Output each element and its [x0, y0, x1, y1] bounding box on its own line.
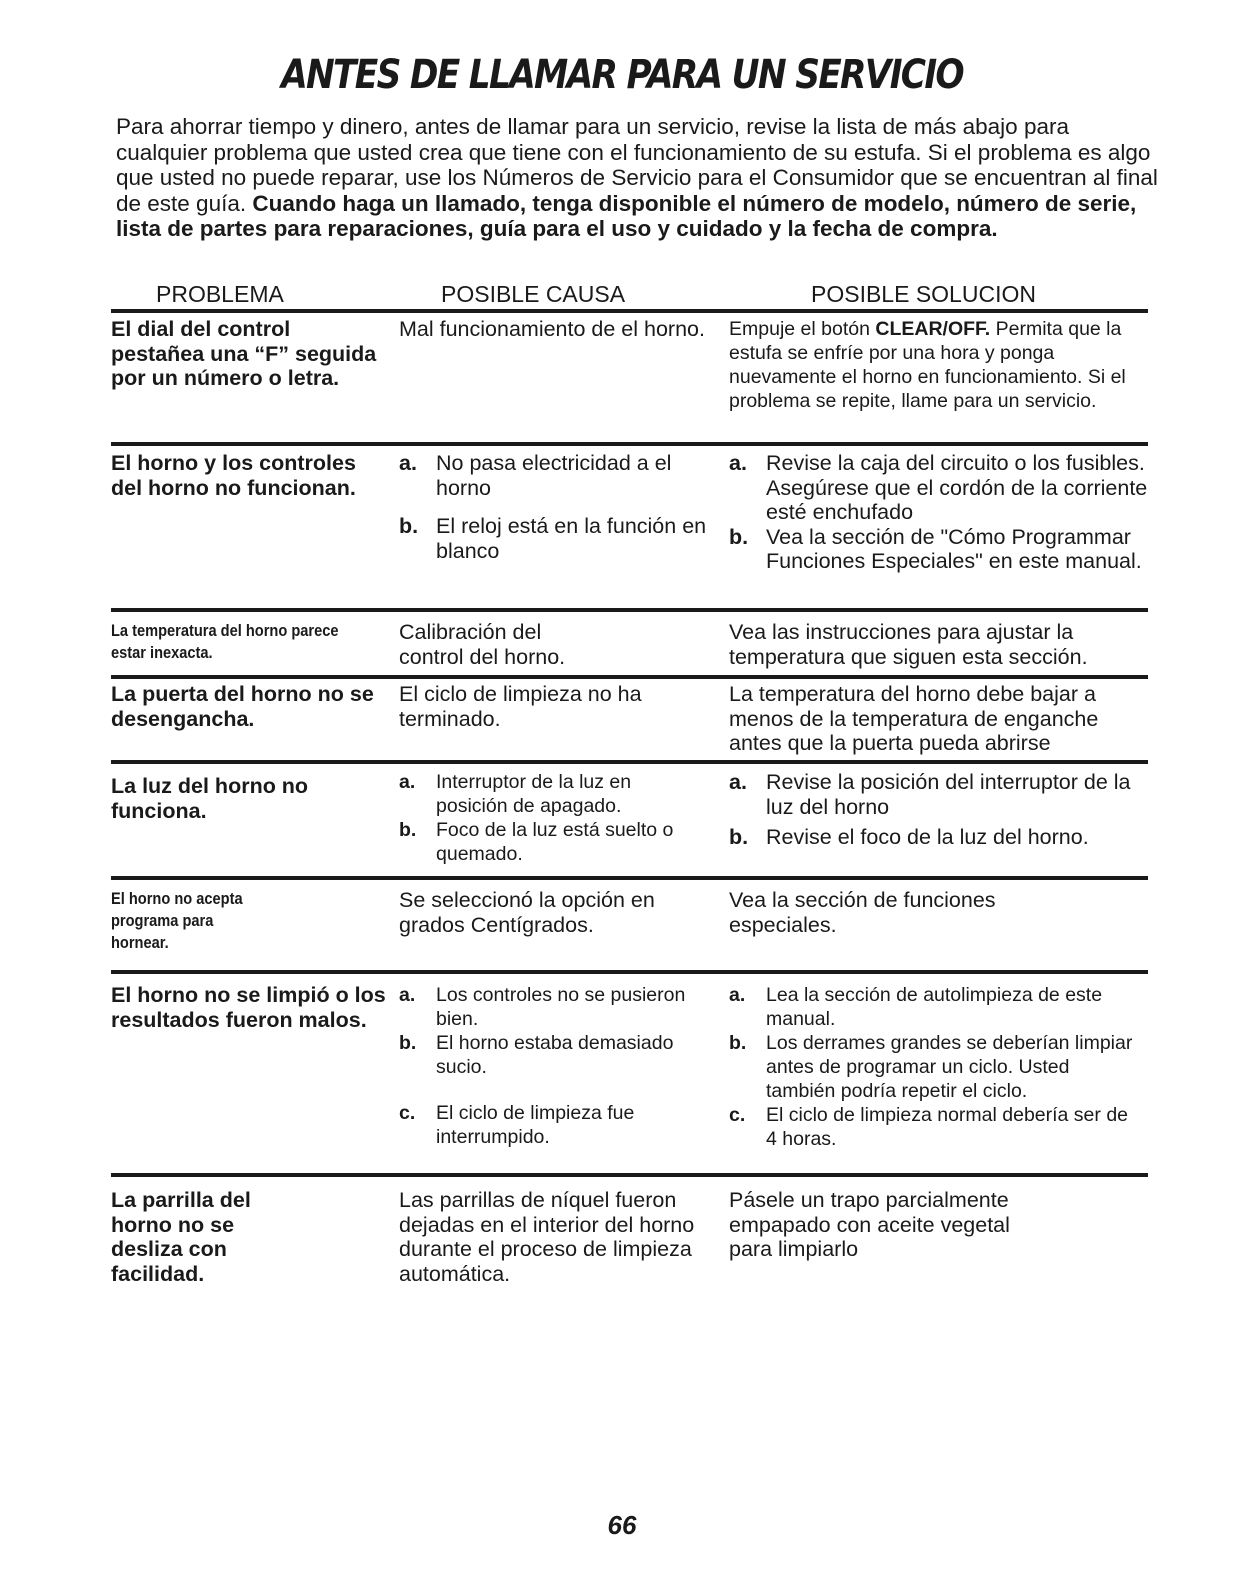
divider	[111, 675, 1148, 679]
problem-cell: La temperatura del horno parece estar inexacta.	[111, 621, 339, 662]
item-text: Vea la sección de "Cómo Programmar Funciones Especiales" en este manual.	[766, 524, 1142, 573]
solution-item	[729, 983, 1139, 1031]
item-letter: b.	[729, 524, 749, 549]
cause-item	[399, 1101, 709, 1149]
item-text: El reloj está en la función en blanco	[436, 514, 707, 563]
header-problem: PROBLEMA	[156, 281, 284, 307]
cause-item	[399, 770, 699, 818]
item-text: Lea la sección de autolimpieza de este manual.	[766, 984, 1103, 1030]
item-letter: a.	[729, 451, 747, 475]
item-text: Los controles no se pusieron bien.	[436, 984, 686, 1030]
solution-cell	[729, 770, 1154, 850]
item-text: No pasa electricidad a el horno	[436, 451, 672, 500]
divider	[111, 760, 1148, 764]
cause-cell: Mal funcionamiento de el horno.	[399, 317, 705, 341]
solution-item	[729, 525, 1154, 574]
page-number: 66	[607, 1510, 637, 1540]
cause-cell: Las parrillas de níquel fueron dejadas en el interior del horno durante el proceso de limpieza automática.	[399, 1188, 695, 1286]
cause-item	[399, 983, 709, 1031]
intro-bold-text: Cuando haga un llamado, tenga disponible el número de modelo, número de serie, lista de partes para reparaciones, guía para el uso y cuidado y la fecha de compra.	[116, 190, 1137, 241]
intro-text: Para ahorrar tiempo y dinero, antes de llamar para un servicio, revise la lista de más abajo para cualquier problema que usted crea que tiene con el funcionamiento de su estufa. Si el problema es algo que usted no puede reparar, use los Números de Servicio para el Consumidor que se encuentran al final de este guía.	[116, 114, 1158, 216]
solution-cell	[729, 983, 1139, 1151]
solution-cell: Pásele un trapo parcialmente empapado con aceite vegetal para limpiarlo	[729, 1188, 1010, 1261]
divider	[111, 442, 1148, 446]
solution-item	[729, 1103, 1139, 1151]
solution-cell	[729, 451, 1154, 574]
cause-item	[399, 818, 699, 866]
table-header	[0, 281, 1244, 311]
cause-cell: Se seleccionó la opción en grados Centígrados.	[399, 888, 655, 937]
cause-cell	[399, 770, 699, 866]
divider	[111, 970, 1148, 974]
item-letter: a.	[729, 984, 746, 1006]
item-letter: a.	[399, 984, 416, 1006]
divider	[111, 309, 1148, 313]
item-letter: b.	[729, 1032, 747, 1054]
item-text: Revise el foco de la luz del horno.	[766, 825, 1089, 849]
item-text: Los derrames grandes se deberían limpiar antes de programar un ciclo. Usted también podría repetir el ciclo.	[766, 1032, 1133, 1102]
item-text: Foco de la luz está suelto o quemado.	[436, 819, 674, 865]
divider	[111, 876, 1148, 880]
cause-cell: El ciclo de limpieza no ha terminado.	[399, 682, 642, 731]
item-letter: b.	[399, 819, 417, 841]
problem-cell: El horno no se limpió o los resultados fueron malos.	[111, 983, 386, 1032]
divider	[111, 1173, 1148, 1177]
cause-item	[399, 1031, 709, 1079]
problem-cell: El horno y los controles del horno no funcionan.	[111, 451, 356, 500]
cause-cell	[399, 983, 709, 1149]
intro-paragraph	[116, 114, 1166, 242]
problem-cell: La luz del horno no funciona.	[111, 774, 309, 823]
header-cause: POSIBLE CAUSA	[441, 281, 626, 307]
cause-item	[399, 514, 719, 563]
clear-off-label: CLEAR/OFF.	[875, 318, 991, 340]
item-letter: a.	[399, 451, 417, 475]
solution-cell: La temperatura del horno debe bajar a menos de la temperatura de enganche antes que la puerta pueda abrirse	[729, 682, 1099, 755]
item-text: El ciclo de limpieza normal debería ser de 4 horas.	[766, 1104, 1129, 1150]
item-letter: b.	[399, 514, 419, 538]
solution-item	[729, 1031, 1139, 1103]
solution-text: Empuje el botón	[729, 318, 870, 340]
divider	[111, 608, 1148, 612]
page-title: ANTES DE LLAMAR PARA UN SERVICIO	[281, 52, 963, 98]
cause-cell: Calibración del control del horno.	[399, 620, 566, 669]
header-solution: POSIBLE SOLUCION	[811, 281, 1036, 307]
item-text: El ciclo de limpieza fue interrumpido.	[436, 1102, 635, 1148]
item-letter: c.	[729, 1104, 746, 1126]
problem-cell: La puerta del horno no se desengancha.	[111, 682, 374, 731]
item-letter: c.	[399, 1102, 416, 1124]
problem-cell: El horno no acepta programa para hornear.	[111, 889, 243, 952]
item-text: Revise la caja del circuito o los fusibles. Asegúrese que el cordón de la corriente esté enchufado	[766, 451, 1148, 524]
item-text: El horno estaba demasiado sucio.	[436, 1032, 674, 1078]
item-text: Revise la posición del interruptor de la luz del horno	[766, 770, 1131, 819]
item-letter: b.	[399, 1032, 417, 1054]
cause-item	[399, 451, 719, 500]
item-text: Interruptor de la luz en posición de apagado.	[436, 771, 632, 817]
solution-text: Permita que la estufa se enfríe por una hora y ponga nuevamente el horno en funcionamiento. Si el problema se repite, llame para un servicio.	[729, 318, 1126, 412]
problem-cell: El dial del control pestañea una “F” seguida por un número o letra.	[111, 317, 377, 390]
solution-cell: Vea la sección de funciones especiales.	[729, 888, 996, 937]
solution-cell: Vea las instrucciones para ajustar la temperatura que siguen esta sección.	[729, 620, 1088, 669]
solution-item	[729, 825, 1154, 850]
item-letter: a.	[729, 770, 747, 794]
solution-item	[729, 770, 1154, 819]
problem-cell: La parrilla del horno no se desliza con facilidad.	[111, 1188, 251, 1286]
solution-cell	[729, 317, 1154, 413]
cause-cell	[399, 451, 719, 563]
item-letter: b.	[729, 825, 749, 849]
solution-item	[729, 451, 1154, 525]
item-letter: a.	[399, 771, 416, 793]
